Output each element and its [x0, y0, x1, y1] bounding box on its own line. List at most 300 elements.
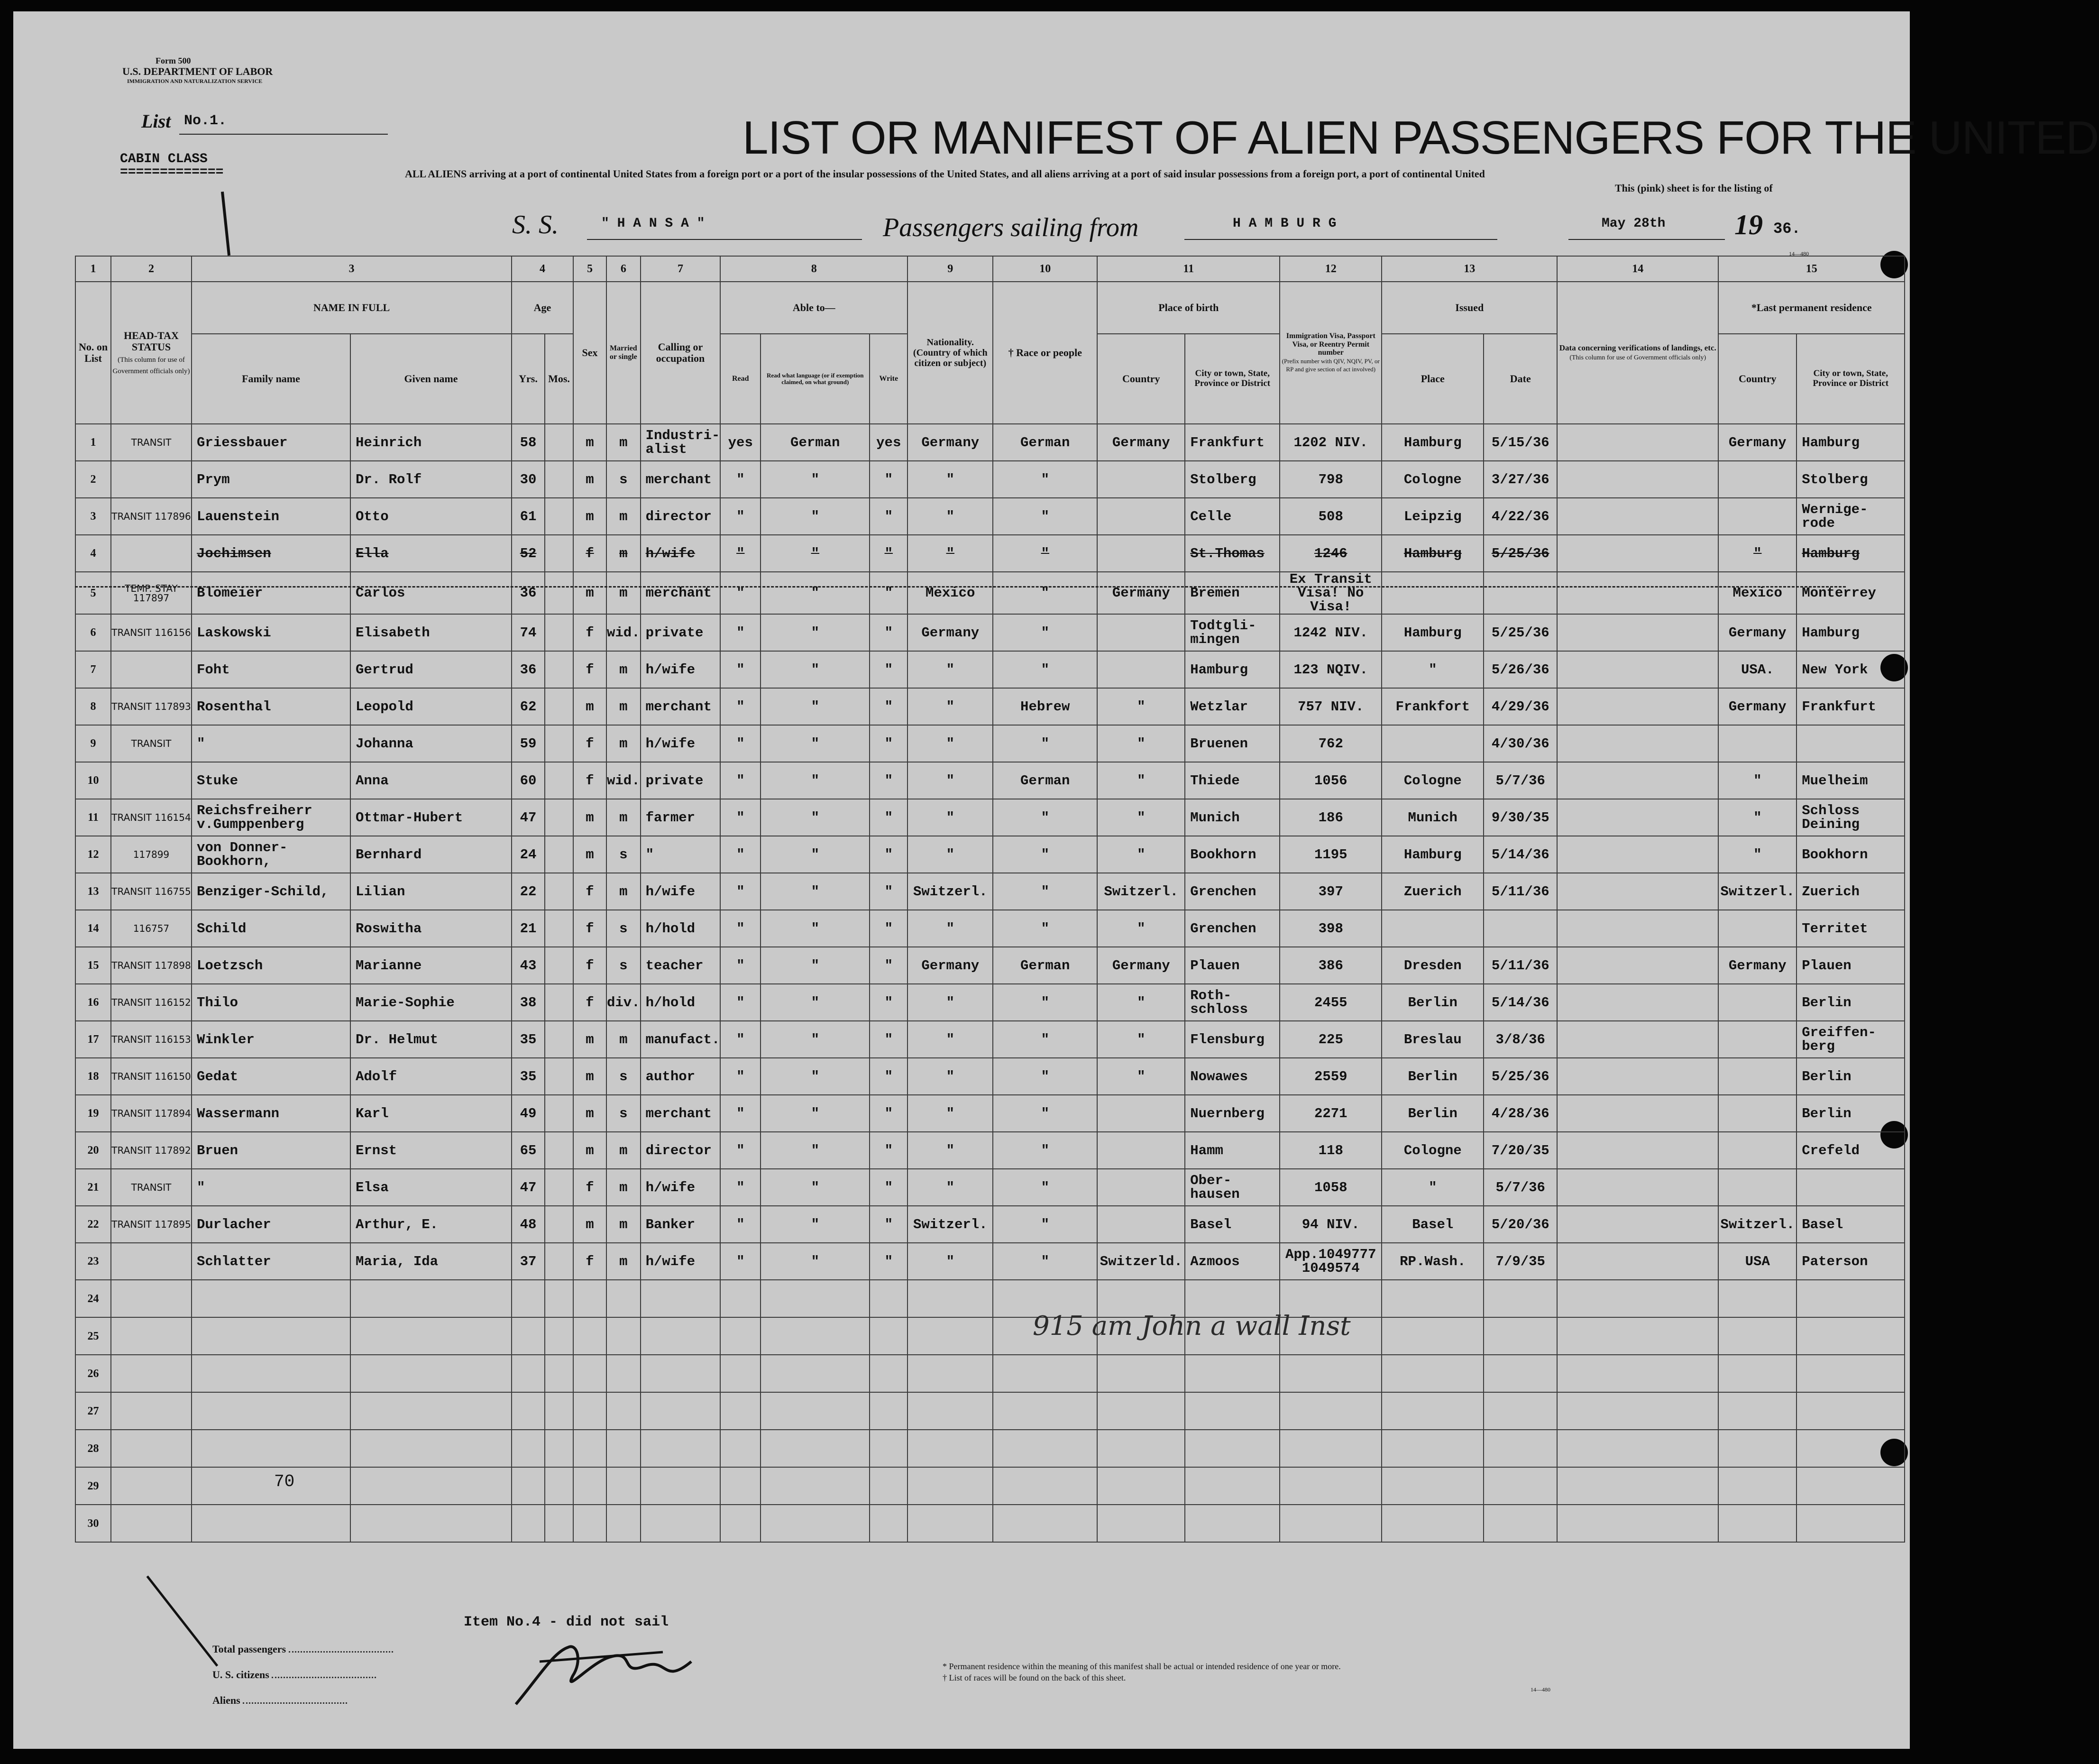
read-header: Read: [720, 334, 761, 424]
subtitle-line-2: This (pink) sheet is for the listing of: [1615, 182, 1773, 194]
read-language: ": [761, 984, 870, 1021]
sex-header: Sex: [573, 282, 606, 424]
place-of-birth-header: Place of birth: [1097, 282, 1280, 334]
read-language: [761, 1505, 870, 1542]
head-tax-status: [111, 762, 192, 799]
age-months: [545, 498, 573, 535]
department: U.S. DEPARTMENT OF LABOR: [122, 65, 273, 77]
nationality: [907, 1280, 993, 1317]
birth-city: [1185, 1430, 1280, 1467]
family-name: Griessbauer: [192, 424, 350, 461]
birth-city: Nuernberg: [1185, 1095, 1280, 1132]
occupation: merchant: [641, 461, 721, 498]
birth-country: ": [1097, 910, 1185, 947]
occupation: [641, 1505, 721, 1542]
issued-date: 5/7/36: [1484, 1169, 1557, 1206]
can-read: [720, 1505, 761, 1542]
head-tax-status: [111, 461, 192, 498]
can-read: ": [720, 651, 761, 688]
residence-country: [1718, 461, 1797, 498]
family-name: [192, 1505, 350, 1542]
age-months: [545, 424, 573, 461]
residence-city: Territet: [1797, 910, 1905, 947]
issued-date-header: Date: [1484, 334, 1557, 424]
table-row: [75, 572, 1905, 614]
given-name: Elsa: [350, 1169, 512, 1206]
item-note: Item No.4 - did not sail: [464, 1614, 669, 1630]
column-number-row: 1 2 3 4 5 6 7 8 9 10 11 12 13 14 15: [75, 256, 1905, 282]
verification-data: [1557, 1021, 1718, 1058]
can-write: [870, 1467, 907, 1505]
given-name: Arthur, E.: [350, 1206, 512, 1243]
row-number: 2: [75, 461, 111, 498]
sailing-label: Passengers sailing from: [883, 213, 1139, 242]
birth-country: ": [1097, 1058, 1185, 1095]
nationality: ": [907, 762, 993, 799]
visa-number: 186: [1280, 799, 1382, 836]
given-name: Karl: [350, 1095, 512, 1132]
able-to-header: Able to—: [720, 282, 907, 334]
race: ": [993, 1132, 1097, 1169]
issued-date: [1484, 910, 1557, 947]
issued-date: [1484, 572, 1557, 614]
table-row: [75, 1280, 1905, 1317]
age-months: [545, 762, 573, 799]
read-language: ": [761, 1169, 870, 1206]
given-name: [350, 1467, 512, 1505]
residence-city: Basel: [1797, 1206, 1905, 1243]
family-name-header: Family name: [192, 334, 350, 424]
race: ": [993, 799, 1097, 836]
table-row: [75, 424, 1905, 461]
can-read: ": [720, 614, 761, 651]
occupation: teacher: [641, 947, 721, 984]
issued-place: Hamburg: [1382, 614, 1484, 651]
can-write: ": [870, 1058, 907, 1095]
issued-place: [1382, 910, 1484, 947]
issued-place: Frankfort: [1382, 688, 1484, 725]
birth-country: ": [1097, 799, 1185, 836]
verification-data: [1557, 910, 1718, 947]
occupation: [641, 1355, 721, 1392]
row-number: 10: [75, 762, 111, 799]
verification-data: [1557, 1095, 1718, 1132]
race: [993, 1505, 1097, 1542]
residence-country: Mexico: [1718, 572, 1797, 614]
birth-country: Germany: [1097, 947, 1185, 984]
issued-place: Cologne: [1382, 461, 1484, 498]
subtitle-line-1: ALL ALIENS arriving at a port of continental United States from a foreign port or a port of the insular possessions of the United States, and all aliens arriving at a port of said insular possessions from a foreign port, a port of continental United: [405, 168, 1485, 180]
birth-city: Munich: [1185, 799, 1280, 836]
head-tax-status: [111, 1317, 192, 1355]
family-name: Winkler: [192, 1021, 350, 1058]
nationality: ": [907, 651, 993, 688]
issued-place: [1382, 1355, 1484, 1392]
can-write: ": [870, 725, 907, 762]
age-years: 36: [512, 651, 545, 688]
occupation: merchant: [641, 572, 721, 614]
race: ": [993, 1095, 1097, 1132]
issued-date: [1484, 1467, 1557, 1505]
birth-city: St.Thomas: [1185, 535, 1280, 572]
age-months: [545, 1095, 573, 1132]
given-name: Maria, Ida: [350, 1243, 512, 1280]
head-tax-status: TRANSIT 117895: [111, 1206, 192, 1243]
issued-place: [1382, 1317, 1484, 1355]
birth-city: Wetzlar: [1185, 688, 1280, 725]
age-years: [512, 1467, 545, 1505]
sex: f: [573, 984, 606, 1021]
can-write: ": [870, 1095, 907, 1132]
birth-city: [1185, 1467, 1280, 1505]
head-tax-status: TRANSIT 117892: [111, 1132, 192, 1169]
issued-date: 5/25/36: [1484, 614, 1557, 651]
birth-country: [1097, 535, 1185, 572]
read-language: ": [761, 762, 870, 799]
residence-country: ": [1718, 836, 1797, 873]
issued-header: Issued: [1382, 282, 1557, 334]
residence-city: [1797, 1169, 1905, 1206]
issued-date: [1484, 1355, 1557, 1392]
race: [993, 1430, 1097, 1467]
age-months: [545, 1317, 573, 1355]
table-row: [75, 910, 1905, 947]
residence-city: Bookhorn: [1797, 836, 1905, 873]
read-language: [761, 1392, 870, 1430]
issued-date: 4/29/36: [1484, 688, 1557, 725]
verification-data: [1557, 836, 1718, 873]
age-years: 21: [512, 910, 545, 947]
birth-city: Todtgli- mingen: [1185, 614, 1280, 651]
marital-status: wid.: [606, 762, 641, 799]
age-months: [545, 725, 573, 762]
sex: m: [573, 461, 606, 498]
occupation: private: [641, 614, 721, 651]
head-tax-status: [111, 1392, 192, 1430]
footer-hand-stroke: [147, 1575, 219, 1666]
form-code-bottom: 14—480: [1531, 1686, 1550, 1693]
family-name: [192, 1467, 350, 1505]
row-number: 7: [75, 651, 111, 688]
can-write: [870, 1280, 907, 1317]
nationality: ": [907, 1132, 993, 1169]
family-name: [192, 1280, 350, 1317]
age-months: [545, 1058, 573, 1095]
verification-data: [1557, 424, 1718, 461]
can-read: [720, 1355, 761, 1392]
ship-name: " H A N S A ": [601, 216, 705, 231]
issued-date: 4/28/36: [1484, 1095, 1557, 1132]
given-name-header: Given name: [350, 334, 512, 424]
age-months: [545, 1430, 573, 1467]
residence-country: USA: [1718, 1243, 1797, 1280]
issued-place: [1382, 725, 1484, 762]
visa-number: Ex Transit Visa! No Visa!: [1280, 572, 1382, 614]
read-language: [761, 1317, 870, 1355]
sex: [573, 1430, 606, 1467]
us-citizens-label: U. S. citizens: [212, 1668, 376, 1681]
marital-status: m: [606, 1206, 641, 1243]
given-name: Marie-Sophie: [350, 984, 512, 1021]
verification-data: [1557, 688, 1718, 725]
sex: [573, 1355, 606, 1392]
issued-date: 5/11/36: [1484, 947, 1557, 984]
race: [993, 1355, 1097, 1392]
can-write: ": [870, 572, 907, 614]
can-read: ": [720, 1169, 761, 1206]
sex: m: [573, 1058, 606, 1095]
birth-country: [1097, 1430, 1185, 1467]
race: ": [993, 910, 1097, 947]
marital-status: m: [606, 1169, 641, 1206]
nationality: Germany: [907, 947, 993, 984]
visa-number: 386: [1280, 947, 1382, 984]
row-number: 9: [75, 725, 111, 762]
given-name: Anna: [350, 762, 512, 799]
visa-number: 225: [1280, 1021, 1382, 1058]
visa-number: 762: [1280, 725, 1382, 762]
birth-city: Roth- schloss: [1185, 984, 1280, 1021]
age-years: 60: [512, 762, 545, 799]
verification-data: [1557, 725, 1718, 762]
race: [993, 1467, 1097, 1505]
marital-status: m: [606, 1021, 641, 1058]
age-years: 62: [512, 688, 545, 725]
sex: f: [573, 1169, 606, 1206]
given-name: Roswitha: [350, 910, 512, 947]
sex: f: [573, 910, 606, 947]
visa-number: 757 NIV.: [1280, 688, 1382, 725]
issued-date: [1484, 1317, 1557, 1355]
age-years: 65: [512, 1132, 545, 1169]
age-months: [545, 1243, 573, 1280]
table-row: [75, 1169, 1905, 1206]
birth-city: [1185, 1505, 1280, 1542]
residence-country: [1718, 1467, 1797, 1505]
service: IMMIGRATION AND NATURALIZATION SERVICE: [127, 78, 263, 84]
read-language: ": [761, 1132, 870, 1169]
can-read: ": [720, 688, 761, 725]
issued-place: Hamburg: [1382, 836, 1484, 873]
age-months: [545, 461, 573, 498]
marital-status: s: [606, 836, 641, 873]
birth-country: [1097, 614, 1185, 651]
visa-number: 2559: [1280, 1058, 1382, 1095]
issued-date: 5/25/36: [1484, 1058, 1557, 1095]
residence-city: Crefeld: [1797, 1132, 1905, 1169]
issued-date: 5/11/36: [1484, 873, 1557, 910]
marital-status: m: [606, 799, 641, 836]
nationality: ": [907, 1169, 993, 1206]
read-language: ": [761, 836, 870, 873]
residence-city: [1797, 725, 1905, 762]
age-months: [545, 1206, 573, 1243]
read-language: [761, 1280, 870, 1317]
sex: f: [573, 873, 606, 910]
verification-data: [1557, 1317, 1718, 1355]
residence-city: Greiffen- berg: [1797, 1021, 1905, 1058]
table-row: [75, 1317, 1905, 1355]
race: ": [993, 498, 1097, 535]
marital-status: s: [606, 1058, 641, 1095]
nationality: Mexico: [907, 572, 993, 614]
birth-city: Bremen: [1185, 572, 1280, 614]
birth-city: Celle: [1185, 498, 1280, 535]
can-read: ": [720, 498, 761, 535]
table-row: [75, 1355, 1905, 1392]
issued-place: [1382, 1392, 1484, 1430]
age-months: [545, 1132, 573, 1169]
verification-data: [1557, 1355, 1718, 1392]
can-read: [720, 1430, 761, 1467]
can-read: ": [720, 1243, 761, 1280]
row-number: 25: [75, 1317, 111, 1355]
race: ": [993, 572, 1097, 614]
race: ": [993, 725, 1097, 762]
sex: f: [573, 614, 606, 651]
given-name: Adolf: [350, 1058, 512, 1095]
birth-city: Thiede: [1185, 762, 1280, 799]
marital-status: m: [606, 572, 641, 614]
row-number: 28: [75, 1430, 111, 1467]
issued-place: Munich: [1382, 799, 1484, 836]
issued-place-header: Place: [1382, 334, 1484, 424]
head-tax-status: TRANSIT: [111, 1169, 192, 1206]
visa-number: [1280, 1467, 1382, 1505]
row-number: 4: [75, 535, 111, 572]
residence-city: Berlin: [1797, 1058, 1905, 1095]
visa-number: 397: [1280, 873, 1382, 910]
residence-city-header: City or town, State, Province or District: [1797, 334, 1905, 424]
issued-place: Breslau: [1382, 1021, 1484, 1058]
row-number: 5: [75, 572, 111, 614]
issued-place: [1382, 572, 1484, 614]
sex: m: [573, 799, 606, 836]
family-name: [192, 1355, 350, 1392]
calling-header: Calling or occupation: [641, 282, 721, 424]
birth-country: [1097, 1206, 1185, 1243]
given-name: Bernhard: [350, 836, 512, 873]
read-language: German: [761, 424, 870, 461]
nationality-header: Nationality. (Country of which citizen or subject): [907, 282, 993, 424]
family-name: Schlatter: [192, 1243, 350, 1280]
married-header: Married or single: [606, 282, 641, 424]
birth-country: [1097, 1132, 1185, 1169]
name-in-full-header: NAME IN FULL: [192, 282, 512, 334]
marital-status: m: [606, 688, 641, 725]
table-row: [75, 799, 1905, 836]
age-months: [545, 984, 573, 1021]
birth-country: ": [1097, 725, 1185, 762]
age-years: 43: [512, 947, 545, 984]
head-tax-status: [111, 1355, 192, 1392]
head-tax-status: TRANSIT 116150: [111, 1058, 192, 1095]
row-28-note: 70: [274, 1472, 295, 1491]
occupation: Banker: [641, 1206, 721, 1243]
can-read: [720, 1392, 761, 1430]
nationality: ": [907, 535, 993, 572]
nationality: [907, 1467, 993, 1505]
family-name: Lauenstein: [192, 498, 350, 535]
race: ": [993, 651, 1097, 688]
row-4-strike-line: [75, 586, 1846, 588]
family-name: Schild: [192, 910, 350, 947]
occupation: [641, 1317, 721, 1355]
birth-city-header: City or town, State, Province or District: [1185, 334, 1280, 424]
age-months: [545, 1392, 573, 1430]
residence-country: [1718, 1317, 1797, 1355]
can-write: ": [870, 910, 907, 947]
given-name: Heinrich: [350, 424, 512, 461]
ss-label: S. S.: [512, 210, 559, 239]
row-number: 14: [75, 910, 111, 947]
table-row: [75, 498, 1905, 535]
list-number: No.1.: [184, 113, 227, 129]
birth-country: ": [1097, 984, 1185, 1021]
sex: f: [573, 762, 606, 799]
table-row: [75, 1467, 1905, 1505]
age-years: 52: [512, 535, 545, 572]
issued-place: Berlin: [1382, 984, 1484, 1021]
issued-date: 5/14/36: [1484, 984, 1557, 1021]
family-name: [192, 1430, 350, 1467]
marital-status: div.: [606, 984, 641, 1021]
occupation: [641, 1467, 721, 1505]
row-number: 24: [75, 1280, 111, 1317]
birth-country: [1097, 1467, 1185, 1505]
sex: m: [573, 498, 606, 535]
residence-city: Hamburg: [1797, 424, 1905, 461]
given-name: Otto: [350, 498, 512, 535]
can-read: ": [720, 984, 761, 1021]
nationality: Germany: [907, 424, 993, 461]
can-write: [870, 1392, 907, 1430]
age-months: [545, 614, 573, 651]
visa-number: [1280, 1505, 1382, 1542]
family-name: Laskowski: [192, 614, 350, 651]
table-row: [75, 1206, 1905, 1243]
race: ": [993, 461, 1097, 498]
verification-data: [1557, 1169, 1718, 1206]
can-write: [870, 1355, 907, 1392]
can-read: yes: [720, 424, 761, 461]
head-tax-header: HEAD-TAX STATUS (This column for use of Government officials only): [111, 282, 192, 424]
verification-data: [1557, 1430, 1718, 1467]
family-name: Gedat: [192, 1058, 350, 1095]
given-name: Ottmar-Hubert: [350, 799, 512, 836]
given-name: Gertrud: [350, 651, 512, 688]
verification-data: [1557, 651, 1718, 688]
nationality: [907, 1392, 993, 1430]
marital-status: [606, 1467, 641, 1505]
occupation: director: [641, 1132, 721, 1169]
family-name: Loetzsch: [192, 947, 350, 984]
write-header: Write: [870, 334, 907, 424]
residence-city: Muelheim: [1797, 762, 1905, 799]
sex: m: [573, 424, 606, 461]
can-read: ": [720, 535, 761, 572]
nationality: Germany: [907, 614, 993, 651]
issued-date: [1484, 1392, 1557, 1430]
family-name: Rosenthal: [192, 688, 350, 725]
verification-data: [1557, 535, 1718, 572]
marital-status: [606, 1355, 641, 1392]
issued-place: Hamburg: [1382, 424, 1484, 461]
family-name: Reichsfreiherr v.Gumppenberg: [192, 799, 350, 836]
can-write: ": [870, 762, 907, 799]
table-row: [75, 614, 1905, 651]
can-write: ": [870, 1243, 907, 1280]
